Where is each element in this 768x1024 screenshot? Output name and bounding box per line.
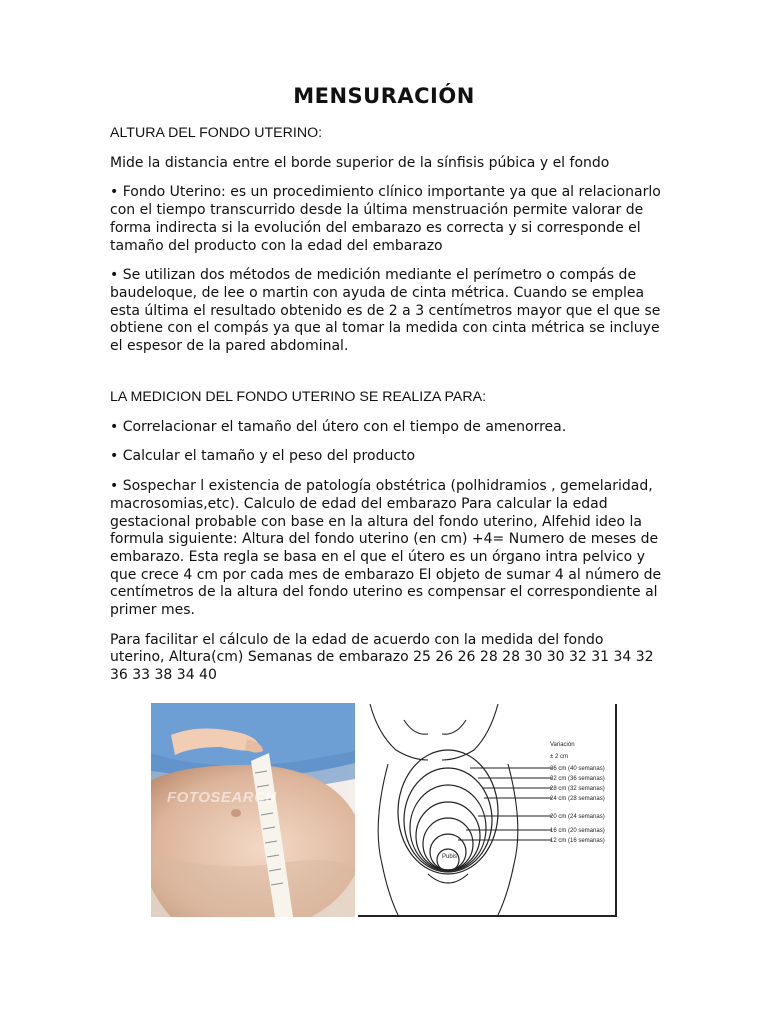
diagram-pubis-label: Pubis bbox=[442, 854, 458, 860]
diagram-level-16: 16 cm (20 semanas) bbox=[550, 828, 605, 834]
text-column-top bbox=[110, 125, 662, 368]
watermark-text: FOTOSEARCH bbox=[167, 789, 277, 806]
diagram-level-12: 12 cm (16 semanas) bbox=[550, 838, 605, 844]
diagram-level-24: 24 cm (28 semanas) bbox=[550, 796, 605, 802]
pregnant-belly-photo bbox=[151, 703, 355, 917]
diagram-heading: Variación bbox=[550, 742, 575, 748]
bullet-correlacionar: • Correlacionar el tamaño del útero con el tiempo de amenorrea. bbox=[110, 418, 567, 435]
diagram-level-36: 36 cm (40 semanas) bbox=[550, 766, 605, 772]
fundal-height-illustration bbox=[358, 704, 615, 915]
diagram-level-28: 28 cm (32 semanas) bbox=[550, 786, 605, 792]
diagram-level-32: 32 cm (36 semanas) bbox=[550, 776, 605, 782]
fundal-height-diagram bbox=[358, 704, 617, 917]
belly-illustration bbox=[151, 703, 355, 917]
paragraph-metodos: • Se utilizan dos métodos de medición mediante el perímetro o compás de baudeloque, de lee o martin con ayuda de cinta métrica. Cuando se emplea esta última el resultado obtenido es de 2 a 3 centímetros mayor que el que se obtiene con el compás ya que al tomar la medida con cinta métrica se incluye el espesor de la pared abdominal. bbox=[110, 267, 661, 355]
bullet-calcular: • Calcular el tamaño y el peso del producto bbox=[110, 448, 416, 465]
paragraph-fondo-uterino: • Fondo Uterino: es un procedimiento clínico importante ya que al relacionarlo con el tiempo transcurrido desde la última menstruación permite valorar de forma indirecta si la evolución del embarazo es correcta y si corresponde el tamaño del producto con la edad del embarazo bbox=[110, 184, 661, 254]
bullet-sospechar: • Sospechar l existencia de patología obstétrica (polhidramios , gemelaridad, macrosomias,etc). Calculo de edad del embarazo Para calcular la edad gestacional probable con base en la altura del fondo uterino, Alfehid ideo la formula siguiente: Altura del fondo uterino (en cm) +4= Numero de meses de embarazo. Esta regla se basa en el que el útero es un órgano intra pelvico y que crece 4 cm por cada mes de embarazo El objeto de sumar 4 al número de centímetros de la altura del fondo uterino es compensar el correspondiente al primer mes. bbox=[110, 478, 662, 619]
section-heading-altura: ALTURA DEL FONDO UTERINO: bbox=[110, 125, 323, 141]
page-title: MENSURACIÓN bbox=[293, 84, 475, 108]
paragraph-definition: Mide la distancia entre el borde superior de la sínfisis púbica y el fondo bbox=[110, 154, 610, 171]
text-column-bottom bbox=[110, 389, 662, 697]
diagram-variation: ± 2 cm bbox=[550, 754, 568, 760]
paragraph-tabla-altura: Para facilitar el cálculo de la edad de acuerdo con la medida del fondo uterino, Altura(cm) Semanas de embarazo 25 26 26 28 28 30 30 32 31 34 32 36 33 38 34 40 bbox=[110, 631, 654, 684]
diagram-level-20: 20 cm (24 semanas) bbox=[550, 814, 605, 820]
section-heading-medicion: LA MEDICION DEL FONDO UTERINO SE REALIZA PARA: bbox=[110, 389, 487, 405]
